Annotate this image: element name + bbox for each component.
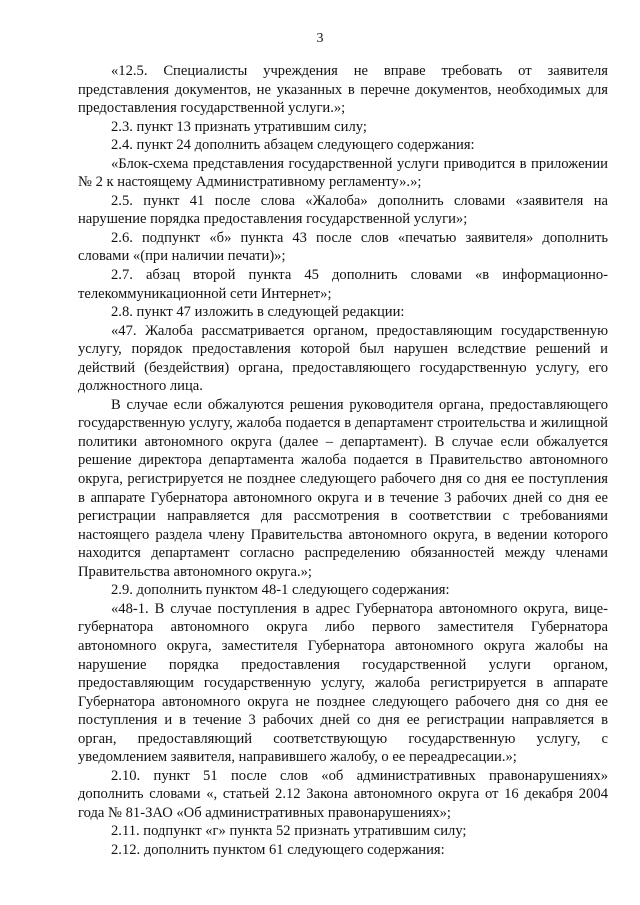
paragraph-block-scheme: «Блок-схема представления государственной услуги приводится в приложении № 2 к настоящему Административному регламенту».»; <box>78 155 608 191</box>
paragraph-47: «47. Жалоба рассматривается органом, предоставляющим государственную услугу, порядок предоставления которой был нарушен вследствие решений и действий (бездействия) органа, предоставляющего государственную услугу, его должностного лица. <box>78 322 608 395</box>
paragraph-12-5: «12.5. Специалисты учреждения не вправе требовать от заявителя представления документов, не указанных в перечне документов, необходимых для предоставления государственной услуги.»; <box>78 63 608 117</box>
paragraph-2-11: 2.11. подпункт «г» пункта 52 признать утратившим силу; <box>111 823 467 840</box>
paragraph-2-9: 2.9. дополнить пунктом 48-1 следующего содержания: <box>111 582 450 599</box>
paragraph-2-6: 2.6. подпункт «б» пункта 43 после слов «печатью заявителя» дополнить словами «(при наличии печати)»; <box>78 229 608 265</box>
paragraph-2-4: 2.4. пункт 24 дополнить абзацем следующего содержания: <box>111 137 475 154</box>
document-body <box>78 62 608 860</box>
paragraph-2-7: 2.7. абзац второй пункта 45 дополнить словами «в информационно-телекоммуникационной сети Интернет»; <box>78 267 608 302</box>
paragraph-2-5: 2.5. пункт 41 после слова «Жалоба» дополнить словами «заявителя на нарушение порядка предоставления государственной услуги»; <box>78 192 608 228</box>
paragraph-2-8: 2.8. пункт 47 изложить в следующей редакции: <box>111 304 405 321</box>
paragraph-47-appeal: В случае если обжалуются решения руководителя органа, предоставляющего государственную услугу, жалоба подается в департамент строительства и жилищной политики автономного округа (далее – департамент). В случае если обжалуется решение директора департамента жалоба подается в Правительство автономного округа, регистрируется не позднее следующего рабочего дня со дня ее поступления в аппарате Губернатора автономного округа и в течение 3 рабочих дней со дня ее регистрации направляется для рассмотрения в соответствии с требованиями настоящего раздела члену Правительства автономного округа, в ведении которого находится департамент согласно распределению обязанностей между членами Правительства автономного округа.»; <box>78 396 608 580</box>
paragraph-2-12: 2.12. дополнить пунктом 61 следующего содержания: <box>111 841 445 858</box>
page-number: 3 <box>316 31 324 46</box>
paragraph-48-1: «48-1. В случае поступления в адрес Губернатора автономного округа, вице-губернатора автономного округа либо первого заместителя Губернатора автономного округа, заместителя Губернатора автономного округа жалобы на нарушение порядка предоставления государственной услуги органом, предоставляющим государственную услугу, жалоба регистрируется в аппарате Губернатора автономного округа не позднее следующего рабочего дня со дня ее поступления и в течение 3 рабочих дней со дня ее регистрации направляется в орган, предоставляющий соответствующую государственную услугу, с уведомлением заявителя, направившего жалобу, о ее переадресации.»; <box>78 600 608 766</box>
paragraph-2-10: 2.10. пункт 51 после слов «об административных правонарушениях» дополнить словами «, статьей 2.12 Закона автономного округа от 16 декабря 2004 года № 81-ЗАО «Об административных правонарушениях»; <box>78 767 608 821</box>
paragraph-2-3: 2.3. пункт 13 признать утратившим силу; <box>111 118 367 135</box>
